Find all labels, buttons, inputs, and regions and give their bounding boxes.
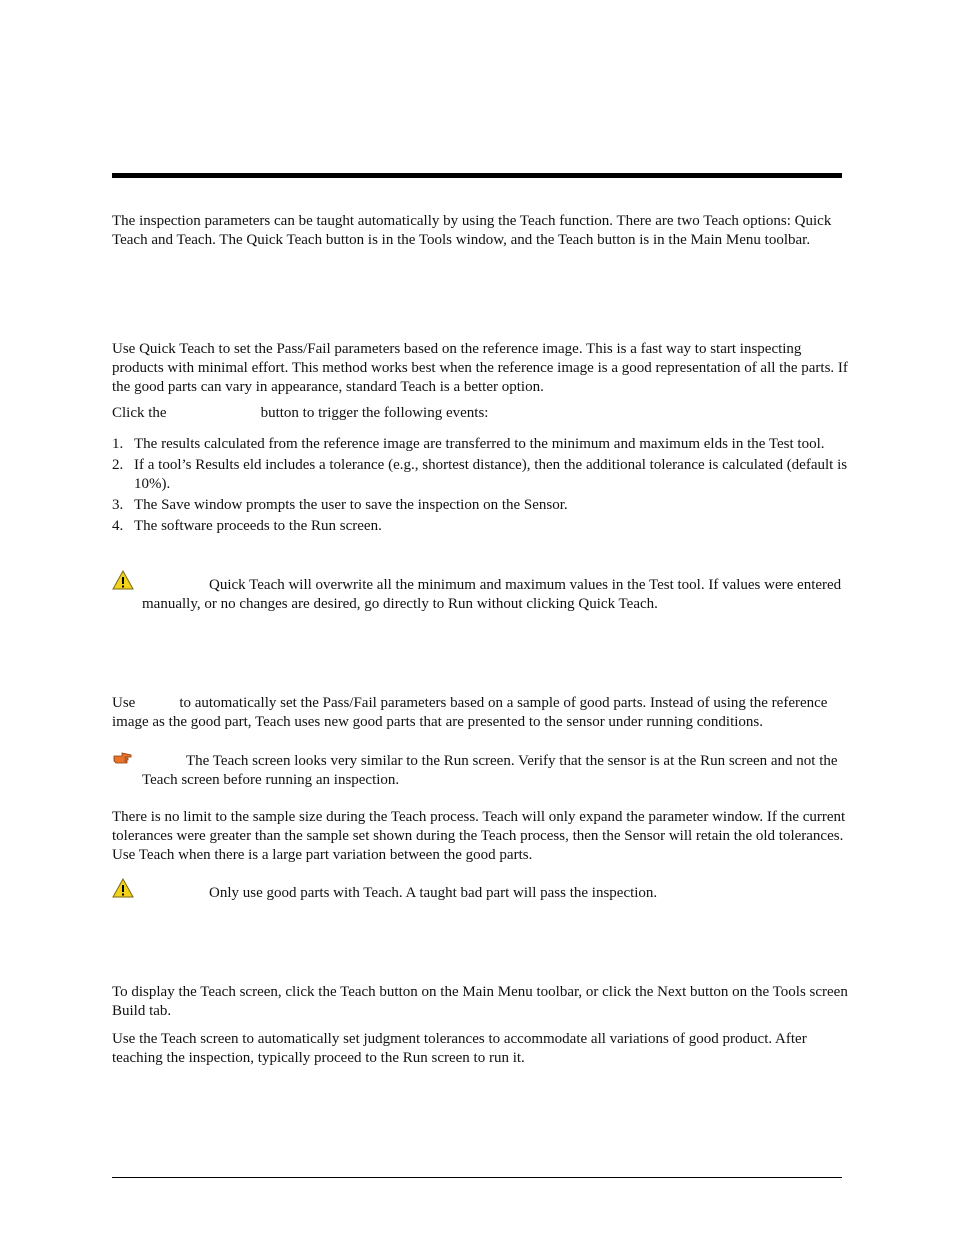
teach-screen-paragraph-2: Use the Teach screen to automatically set judgment tolerances to accommodate all variations of good product. After teaching the inspection, typically proceed to the Run screen to run it. [112,1031,807,1066]
teach-paragraph-2: There is no limit to the sample size during the Teach process. Teach will only expand the parameter window. If the current tolerances were greater than the sample set shown during the Teach process, then the Sensor will retain the old tolerances. Use Teach when there is a large part variation between the good parts. [112,809,846,863]
list-item: 3. The Save window prompts the user to save the inspection on the Sensor. [112,497,568,513]
list-item: 1. The results calculated from the reference image are transferred to the minimum and maximum elds in the Test tool. [112,436,825,452]
teach-screen-paragraph-1: To display the Teach screen, click the Teach button on the Main Menu toolbar, or click the Next button on the Tools screen Build tab. [112,984,848,1019]
teach-caution: Only use good parts with Teach. A taught bad part will pass the inspection. [209,885,658,901]
hand-pointer-icon [112,748,134,768]
quick-teach-paragraph: Use Quick Teach to set the Pass/Fail parameters based on the reference image. This is a fast way to start inspecting products with minimal effort. This method works best when the reference image is a good representation of all the parts. If the good parts can vary in appearance, standard Teach is a better option. [112,341,848,395]
caution-icon [112,570,134,590]
teach-note: The Teach screen looks very similar to the Run screen. Verify that the sensor is at the Run screen and not the Teach screen before running an inspection. [142,753,838,788]
quick-teach-click-line [112,404,852,423]
click-suffix: button to trigger the following events: [260,405,489,421]
list-item: 4. The software proceeds to the Run screen. [112,518,382,534]
intro-paragraph: The inspection parameters can be taught automatically by using the Teach function. There are two Teach options: Quick Teach and Teach. The Quick Teach button is in the Tools window, and the Teach button is in the Main Menu toolbar. [112,213,832,248]
header-rule [112,173,842,178]
click-prefix: Click the [112,405,167,421]
footer-rule [112,1177,842,1178]
list-item: 2. If a tool’s Results eld includes a tolerance (e.g., shortest distance), then the additional tolerance is calculated (default is 10%). [112,457,848,492]
quick-teach-caution: Quick Teach will overwrite all the minimum and maximum values in the Test tool. If values were entered manually, or no changes are desired, go directly to Run without clicking Quick Teach. [142,577,842,612]
quick-teach-steps [112,435,852,538]
teach-paragraph: Use to automatically set the Pass/Fail parameters based on a sample of good parts. Instead of using the reference image as the good part, Teach uses new good parts that are presented to the sensor under running conditions. [112,695,828,730]
caution-icon [112,878,134,898]
